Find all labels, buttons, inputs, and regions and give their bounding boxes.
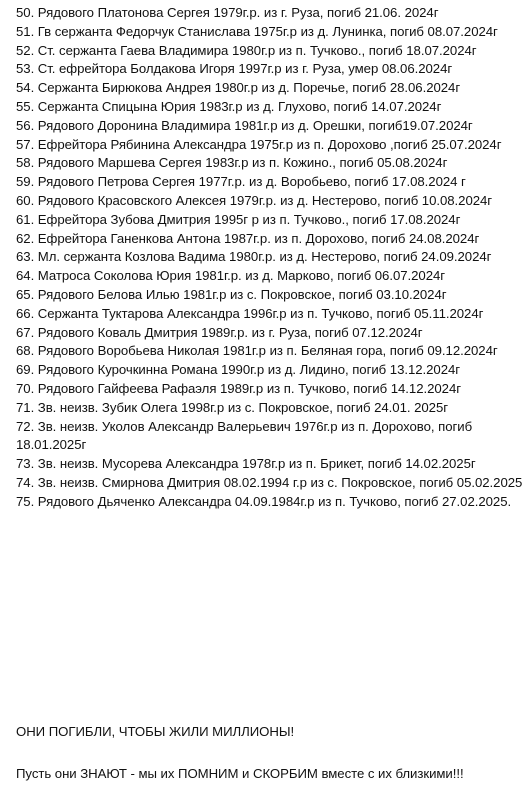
list-item: 53. Ст. ефрейтора Болдакова Игоря 1997г.р из г. Руза, умер 08.06.2024г bbox=[16, 61, 453, 77]
list-item: 51. Гв сержанта Федорчук Станислава 1975г.р из д. Лунинка, погиб 08.07.2024г bbox=[16, 23, 498, 39]
list-item: 74. Зв. неизв. Смирнова Дмитрия 08.02.1994 г.р из с. Покровское, погиб 05.02.2025 bbox=[16, 474, 523, 490]
list-item: 71. Зв. неизв. Зубик Олега 1998г.р из с. Покровское, погиб 24.01. 2025г bbox=[16, 399, 448, 415]
list-item: 52. Ст. сержанта Гаева Владимира 1980г.р из п. Тучково., погиб 18.07.2024г bbox=[16, 42, 477, 58]
list-item: 59. Рядового Петрова Сергея 1977г.р. из д. Воробьево, погиб 17.08.2024 г bbox=[16, 174, 466, 190]
list-item: 58. Рядового Маршева Сергея 1983г.р из п. Кожино., погиб 05.08.2024г bbox=[16, 155, 448, 171]
list-item: 62. Ефрейтора Ганенкова Антона 1987г.р. из п. Дорохово, погиб 24.08.2024г bbox=[16, 230, 480, 246]
closing-message: Пусть они ЗНАЮТ - мы их ПОМНИМ и СКОРБИМ вместе с их близкими!!! bbox=[16, 766, 464, 781]
list-item: 65. Рядового Белова Илью 1981г.р из с. Покровское, погиб 03.10.2024г bbox=[16, 286, 447, 302]
list-item: 61. Ефрейтора Зубова Дмитрия 1995г р из п. Тучково., погиб 17.08.2024г bbox=[16, 211, 461, 227]
list-item: 69. Рядового Курочкинна Романа 1990г.р из д. Лидино, погиб 13.12.2024г bbox=[16, 362, 461, 378]
list-item: 55. Сержанта Спицына Юрия 1983г.р из д. Глухово, погиб 14.07.2024г bbox=[16, 98, 442, 114]
memorial-list-container bbox=[16, 4, 526, 512]
list-item: 54. Сержанта Бирюкова Андрея 1980г.р из д. Поречье, погиб 28.06.2024г bbox=[16, 80, 461, 96]
memorial-slogan: ОНИ ПОГИБЛИ, ЧТОБЫ ЖИЛИ МИЛЛИОНЫ! bbox=[16, 724, 295, 739]
memorial-list bbox=[16, 4, 526, 512]
list-item: 73. Зв. неизв. Мусорева Александра 1978г.р из п. Брикет, погиб 14.02.2025г bbox=[16, 456, 476, 472]
list-item: 64. Матроса Соколова Юрия 1981г.р. из д. Марково, погиб 06.07.2024г bbox=[16, 268, 446, 284]
list-item: 72. Зв. неизв. Уколов Александр Валерьевич 1976г.р из п. Дорохово, погиб 18.01.2025г bbox=[16, 418, 473, 453]
list-item: 75. Рядового Дьяченко Александра 04.09.1984г.р из п. Тучково, погиб 27.02.2025. bbox=[16, 493, 512, 509]
list-item: 66. Сержанта Туктарова Александра 1996г.р из п. Тучково, погиб 05.11.2024г bbox=[16, 305, 484, 321]
list-item: 63. Мл. сержанта Козлова Вадима 1980г.р. из д. Нестерово, погиб 24.09.2024г bbox=[16, 249, 492, 265]
list-item: 50. Рядового Платонова Сергея 1979г.р. из г. Руза, погиб 21.06. 2024г bbox=[16, 5, 439, 20]
list-item: 70. Рядового Гайфеева Рафаэля 1989г.р из п. Тучково, погиб 14.12.2024г bbox=[16, 380, 462, 396]
list-item: 56. Рядового Доронина Владимира 1981г.р из д. Орешки, погиб19.07.2024г bbox=[16, 117, 473, 133]
list-item: 68. Рядового Воробьева Николая 1981г.р из п. Беляная гора, погиб 09.12.2024г bbox=[16, 343, 498, 359]
list-item: 57. Ефрейтора Рябинина Александра 1975г.р из п. Дорохово ,погиб 25.07.2024г bbox=[16, 136, 502, 152]
list-item: 60. Рядового Красовского Алексея 1979г.р. из д. Нестерово, погиб 10.08.2024г bbox=[16, 192, 493, 208]
list-item: 67. Рядового Коваль Дмитрия 1989г.р. из г. Руза, погиб 07.12.2024г bbox=[16, 324, 423, 340]
